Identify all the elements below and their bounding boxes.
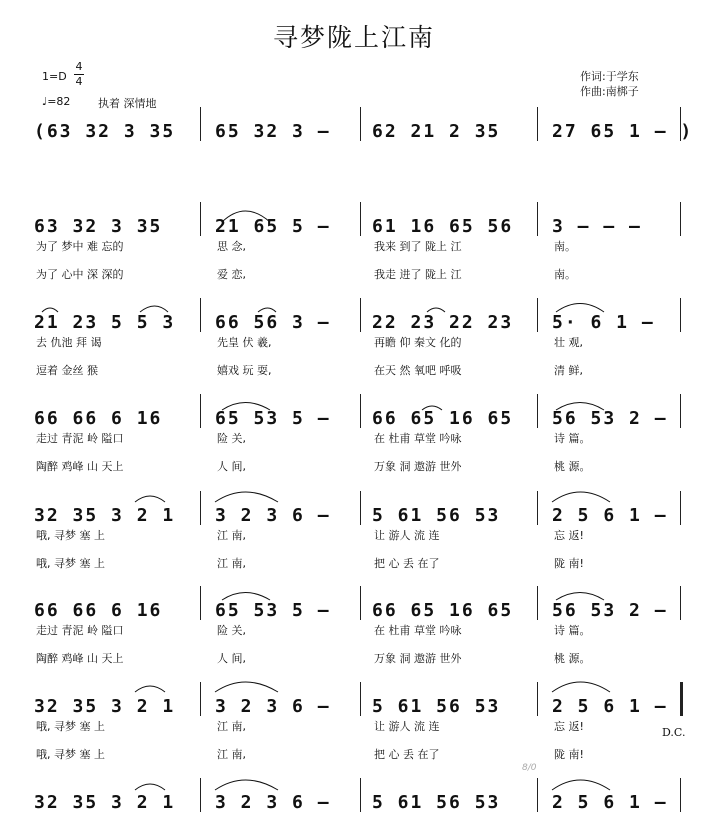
lyric-verse-1: 江 南,: [217, 720, 246, 733]
barline: [200, 202, 201, 236]
barline: [537, 586, 538, 620]
measure-notes: 66 66 6 16: [34, 408, 163, 429]
measure-notes: 5 61 56 53: [372, 505, 501, 526]
measure-notes: 66 56 3 –: [215, 312, 331, 333]
lyric-verse-1: 壮 观,: [554, 336, 583, 349]
lyric-verse-2: 哦, 寻梦 塞 上: [36, 557, 105, 570]
measure-notes: 56 53 2 –: [552, 408, 668, 429]
lyric-verse-1: 让 游人 流 连: [374, 529, 440, 542]
slur: [222, 593, 270, 601]
barline: [537, 682, 538, 716]
measure-notes: (63 32 3 35: [34, 121, 176, 142]
lyric-verse-1: 在 杜甫 草堂 吟咏: [374, 432, 462, 445]
lyric-verse-2: 把 心 丢 在了: [374, 557, 440, 570]
lyric-verse-2: 桃 源。: [554, 652, 591, 665]
lyric-verse-1: 忘 返!: [554, 720, 584, 733]
measure-notes: 63 32 3 35: [34, 216, 163, 237]
lyric-verse-2: 桃 源。: [554, 460, 591, 473]
barline: [680, 202, 681, 236]
barline: [537, 394, 538, 428]
barline: [360, 586, 361, 620]
slur: [135, 496, 165, 502]
measure-notes: 22 23 22 23: [372, 312, 514, 333]
barline: [537, 202, 538, 236]
slur: [556, 593, 604, 601]
measure-notes: 2 5 6 1 –: [552, 792, 668, 813]
barline: [537, 491, 538, 525]
time-signature-bottom: 4: [75, 75, 83, 88]
expression-marking: 执着 深情地: [98, 97, 157, 110]
lyricist-credit: 作词:于学东: [580, 70, 639, 83]
barline: [200, 491, 201, 525]
lyric-verse-1: 再瞻 仰 秦文 化的: [374, 336, 462, 349]
measure-notes: 66 65 16 65: [372, 408, 514, 429]
lyric-verse-1: 诗 篇。: [554, 624, 591, 637]
barline: [200, 682, 201, 716]
slur: [215, 682, 278, 692]
key-signature: 1=D: [42, 70, 67, 83]
barline: [360, 394, 361, 428]
lyric-verse-2: 江 南,: [217, 748, 246, 761]
measure-notes: 65 32 3 –: [215, 121, 331, 142]
lyric-verse-1: 南。: [554, 240, 576, 253]
lyric-verse-1: 险 关,: [217, 624, 246, 637]
lyric-verse-1: 去 仇池 拜 谒: [36, 336, 102, 349]
lyric-verse-1: 让 游人 流 连: [374, 720, 440, 733]
slur: [215, 780, 278, 790]
measure-notes: 32 35 3 2 1: [34, 696, 176, 717]
lyric-verse-1: 走过 青泥 岭 隘口: [36, 432, 124, 445]
barline: [680, 298, 681, 332]
measure-notes: 3 – – –: [552, 216, 642, 237]
measure-notes: 21 23 5 5 3: [34, 312, 176, 333]
barline: [537, 298, 538, 332]
measure-notes: 66 65 16 65: [372, 600, 514, 621]
lyric-verse-1: 江 南,: [217, 529, 246, 542]
time-signature-top: 4: [75, 60, 83, 73]
barline: [360, 298, 361, 332]
lyric-verse-1: 险 关,: [217, 432, 246, 445]
barline: [680, 778, 681, 812]
composer-credit: 作曲:南梆子: [580, 85, 639, 98]
measure-notes: 65 53 5 –: [215, 600, 331, 621]
lyric-verse-2: 南。: [554, 268, 576, 281]
measure-notes: 62 21 2 35: [372, 121, 501, 142]
lyric-verse-2: 江 南,: [217, 557, 246, 570]
slur: [135, 686, 165, 692]
lyric-verse-2: 哦, 寻梦 塞 上: [36, 748, 105, 761]
lyric-verse-2: 为了 心中 深 深的: [36, 268, 124, 281]
measure-notes: 32 35 3 2 1: [34, 792, 176, 813]
barline: [200, 586, 201, 620]
barline: [200, 107, 201, 141]
barline: [360, 682, 361, 716]
barline: [360, 491, 361, 525]
barline: [360, 202, 361, 236]
lyric-verse-1: 先皇 伏 羲,: [217, 336, 272, 349]
measure-notes: 21 65 5 –: [215, 216, 331, 237]
lyric-verse-1: 思 念,: [217, 240, 246, 253]
barline: [360, 778, 361, 812]
measure-notes: 3 2 3 6 –: [215, 696, 331, 717]
measure-notes: 3 2 3 6 –: [215, 792, 331, 813]
lyric-verse-1: 在 杜甫 草堂 吟咏: [374, 624, 462, 637]
barline: [200, 394, 201, 428]
final-barline: [680, 682, 683, 716]
lyric-verse-2: 万象 洞 遨游 世外: [374, 652, 462, 665]
lyric-verse-1: 我来 到了 陇上 江: [374, 240, 462, 253]
da-capo-mark: D.C.: [662, 726, 686, 739]
measure-notes: 5 61 56 53: [372, 792, 501, 813]
lyric-verse-2: 陶醉 鸡峰 山 天上: [36, 652, 124, 665]
measure-notes: 2 5 6 1 –: [552, 505, 668, 526]
slur: [135, 784, 165, 790]
lyric-verse-2: 陇 南!: [554, 748, 584, 761]
lyric-verse-2: 陶醉 鸡峰 山 天上: [36, 460, 124, 473]
barline: [680, 586, 681, 620]
lyric-verse-2: 人 间,: [217, 652, 246, 665]
barline: [200, 298, 201, 332]
lyric-verse-2: 把 心 丢 在了: [374, 748, 440, 761]
measure-notes: 5· 6 1 –: [552, 312, 655, 333]
measure-notes: 3 2 3 6 –: [215, 505, 331, 526]
barline: [680, 491, 681, 525]
measure-notes: 2 5 6 1 –: [552, 696, 668, 717]
lyric-verse-2: 清 鲜,: [554, 364, 583, 377]
barline: [360, 107, 361, 141]
measure-notes: 65 53 5 –: [215, 408, 331, 429]
slur: [552, 780, 610, 790]
barline: [537, 778, 538, 812]
lyric-verse-2: 爱 恋,: [217, 268, 246, 281]
time-signature: [74, 60, 84, 89]
lyric-verse-1: 哦, 寻梦 塞 上: [36, 529, 105, 542]
lyric-verse-2: 逗着 金丝 猴: [36, 364, 98, 377]
slur: [556, 304, 604, 313]
lyric-verse-1: 忘 返!: [554, 529, 584, 542]
lyric-verse-2: 陇 南!: [554, 557, 584, 570]
lyric-verse-1: 诗 篇。: [554, 432, 591, 445]
lyric-verse-2: 人 间,: [217, 460, 246, 473]
measure-notes: 56 53 2 –: [552, 600, 668, 621]
barline: [680, 394, 681, 428]
lyric-verse-2: 在天 然 氧吧 呼吸: [374, 364, 462, 377]
tempo-marking: ♩=82: [42, 95, 71, 108]
slur: [552, 492, 610, 502]
measure-notes: 66 66 6 16: [34, 600, 163, 621]
measure-notes: 32 35 3 2 1: [34, 505, 176, 526]
slur: [215, 492, 278, 502]
lyric-verse-2: 万象 洞 遨游 世外: [374, 460, 462, 473]
measure-notes: 5 61 56 53: [372, 696, 501, 717]
barline: [200, 778, 201, 812]
lyric-verse-1: 哦, 寻梦 塞 上: [36, 720, 105, 733]
slur: [552, 682, 610, 692]
barline: [537, 107, 538, 141]
measure-notes: 27 65 1 – ): [552, 121, 694, 142]
song-title: 寻梦陇上江南: [272, 23, 435, 52]
lyric-verse-2: 我走 进了 陇上 江: [374, 268, 462, 281]
page-mark: 8/0: [522, 763, 537, 773]
lyric-verse-1: 走过 青泥 岭 隘口: [36, 624, 124, 637]
lyric-verse-2: 嬉戏 玩 耍,: [217, 364, 272, 377]
measure-notes: 61 16 65 56: [372, 216, 514, 237]
lyric-verse-1: 为了 梦中 难 忘的: [36, 240, 124, 253]
